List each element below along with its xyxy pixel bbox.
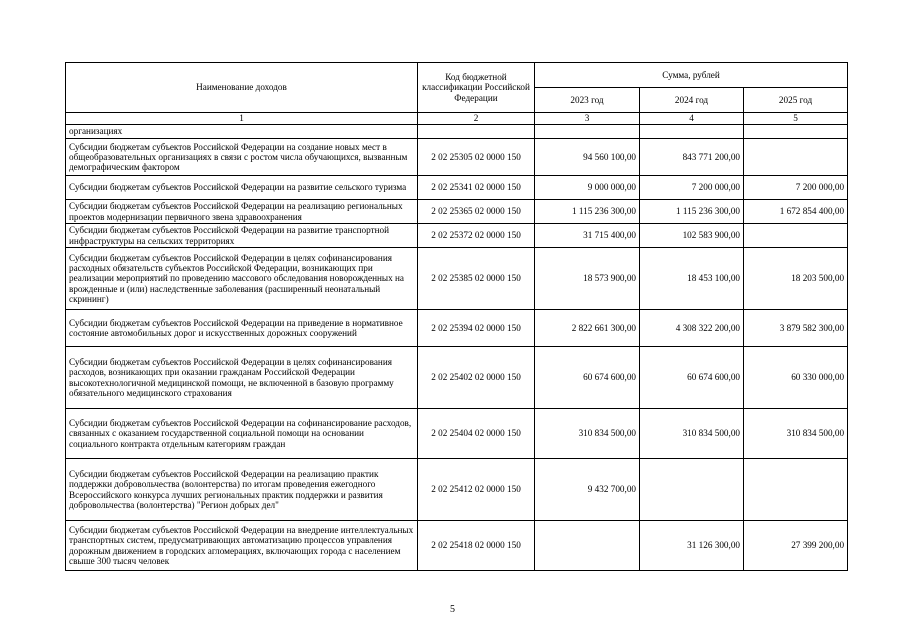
row-value-2025: 18 203 500,00 xyxy=(744,248,848,310)
row-value-2024 xyxy=(640,459,744,521)
header-year-2023: 2023 год xyxy=(535,88,640,113)
column-number: 2 xyxy=(418,113,535,125)
row-value-2023: 94 560 100,00 xyxy=(535,139,640,176)
header-sum: Сумма, рублей xyxy=(535,63,848,88)
row-value-2023 xyxy=(535,521,640,571)
table-row xyxy=(66,521,848,571)
row-value-2025: 27 399 200,00 xyxy=(744,521,848,571)
page-number: 5 xyxy=(450,604,455,615)
row-code: 2 02 25365 02 0000 150 xyxy=(418,200,535,224)
row-value-2024: 102 583 900,00 xyxy=(640,224,744,248)
row-value-2025: 60 330 000,00 xyxy=(744,347,848,409)
header-code: Код бюджетной классификации Российской Федерации xyxy=(418,63,535,113)
row-value-2023: 31 715 400,00 xyxy=(535,224,640,248)
row-code: 2 02 25412 02 0000 150 xyxy=(418,459,535,521)
row-value-2024: 310 834 500,00 xyxy=(640,409,744,459)
row-value-2025 xyxy=(744,224,848,248)
row-value-2023 xyxy=(535,125,640,139)
column-number: 4 xyxy=(640,113,744,125)
row-value-2024: 7 200 000,00 xyxy=(640,176,744,200)
row-value-2024: 1 115 236 300,00 xyxy=(640,200,744,224)
row-value-2023: 60 674 600,00 xyxy=(535,347,640,409)
row-name: Субсидии бюджетам субъектов Российской Федерации на внедрение интеллектуальных транспортных систем, предусматривающих автоматизацию процессов управления дорожным движением в городских агломерациях, включающих города с населением свыше 300 тысяч человек xyxy=(66,521,418,571)
table-row xyxy=(66,200,848,224)
header-name: Наименование доходов xyxy=(66,63,418,113)
row-code: 2 02 25394 02 0000 150 xyxy=(418,310,535,347)
table-row xyxy=(66,125,848,139)
column-number: 3 xyxy=(535,113,640,125)
row-code: 2 02 25418 02 0000 150 xyxy=(418,521,535,571)
row-value-2024: 60 674 600,00 xyxy=(640,347,744,409)
row-value-2025 xyxy=(744,125,848,139)
table-row xyxy=(66,409,848,459)
row-code xyxy=(418,125,535,139)
table-row xyxy=(66,347,848,409)
row-value-2023: 310 834 500,00 xyxy=(535,409,640,459)
table-header xyxy=(66,63,848,125)
revenue-table xyxy=(65,62,848,571)
row-name: Субсидии бюджетам субъектов Российской Федерации на софинансирование расходов, связанных с оказанием государственной социальной помощи на основании социального контракта отдельным категориям граждан xyxy=(66,409,418,459)
row-value-2024: 843 771 200,00 xyxy=(640,139,744,176)
table-row xyxy=(66,139,848,176)
row-name: организациях xyxy=(66,125,418,139)
row-value-2025: 3 879 582 300,00 xyxy=(744,310,848,347)
header-year-2024: 2024 год xyxy=(640,88,744,113)
column-number: 1 xyxy=(66,113,418,125)
row-value-2024: 4 308 322 200,00 xyxy=(640,310,744,347)
row-code: 2 02 25404 02 0000 150 xyxy=(418,409,535,459)
row-name: Субсидии бюджетам субъектов Российской Федерации в целях софинансирования расходных обязательств субъектов Российской Федерации, возникающих при реализации мероприятий по проведению массового обследования новорожденных на врожденные и (или) наследственные заболевания (расширенный неонатальный скрининг) xyxy=(66,248,418,310)
row-value-2025: 7 200 000,00 xyxy=(744,176,848,200)
row-value-2025 xyxy=(744,459,848,521)
column-number: 5 xyxy=(744,113,848,125)
table-row xyxy=(66,310,848,347)
row-code: 2 02 25385 02 0000 150 xyxy=(418,248,535,310)
header-year-2025: 2025 год xyxy=(744,88,848,113)
row-name: Субсидии бюджетам субъектов Российской Федерации на реализацию практик поддержки добровольчества (волонтерства) по итогам проведения ежегодного Всероссийского конкурса лучших региональных практик поддержки и развития добровольчества (волонтерства) "Регион добрых дел" xyxy=(66,459,418,521)
row-value-2023: 18 573 900,00 xyxy=(535,248,640,310)
table-body xyxy=(66,125,848,571)
row-value-2025: 310 834 500,00 xyxy=(744,409,848,459)
row-code: 2 02 25341 02 0000 150 xyxy=(418,176,535,200)
row-value-2024 xyxy=(640,125,744,139)
table-row xyxy=(66,459,848,521)
row-name: Субсидии бюджетам субъектов Российской Федерации на развитие сельского туризма xyxy=(66,176,418,200)
row-name: Субсидии бюджетам субъектов Российской Федерации в целях софинансирования расходов, возникающих при оказании гражданам Российской Федерации высокотехнологичной медицинской помощи, не включенной в базовую программу обязательного медицинского страхования xyxy=(66,347,418,409)
row-value-2025 xyxy=(744,139,848,176)
row-value-2023: 9 000 000,00 xyxy=(535,176,640,200)
table-row xyxy=(66,248,848,310)
row-value-2024: 18 453 100,00 xyxy=(640,248,744,310)
row-value-2024: 31 126 300,00 xyxy=(640,521,744,571)
row-name: Субсидии бюджетам субъектов Российской Федерации на реализацию региональных проектов модернизации первичного звена здравоохранения xyxy=(66,200,418,224)
row-value-2023: 9 432 700,00 xyxy=(535,459,640,521)
row-name: Субсидии бюджетам субъектов Российской Федерации на развитие транспортной инфраструктуры на сельских территориях xyxy=(66,224,418,248)
row-name: Субсидии бюджетам субъектов Российской Федерации на приведение в нормативное состояние автомобильных дорог и искусственных дорожных сооружений xyxy=(66,310,418,347)
table-row xyxy=(66,224,848,248)
table-row xyxy=(66,176,848,200)
row-value-2025: 1 672 854 400,00 xyxy=(744,200,848,224)
row-code: 2 02 25372 02 0000 150 xyxy=(418,224,535,248)
row-code: 2 02 25305 02 0000 150 xyxy=(418,139,535,176)
column-number-row xyxy=(66,113,848,125)
row-code: 2 02 25402 02 0000 150 xyxy=(418,347,535,409)
row-value-2023: 2 822 661 300,00 xyxy=(535,310,640,347)
row-value-2023: 1 115 236 300,00 xyxy=(535,200,640,224)
row-name: Субсидии бюджетам субъектов Российской Федерации на создание новых мест в общеобразовательных организациях в связи с ростом числа обучающихся, вызванным демографическим фактором xyxy=(66,139,418,176)
